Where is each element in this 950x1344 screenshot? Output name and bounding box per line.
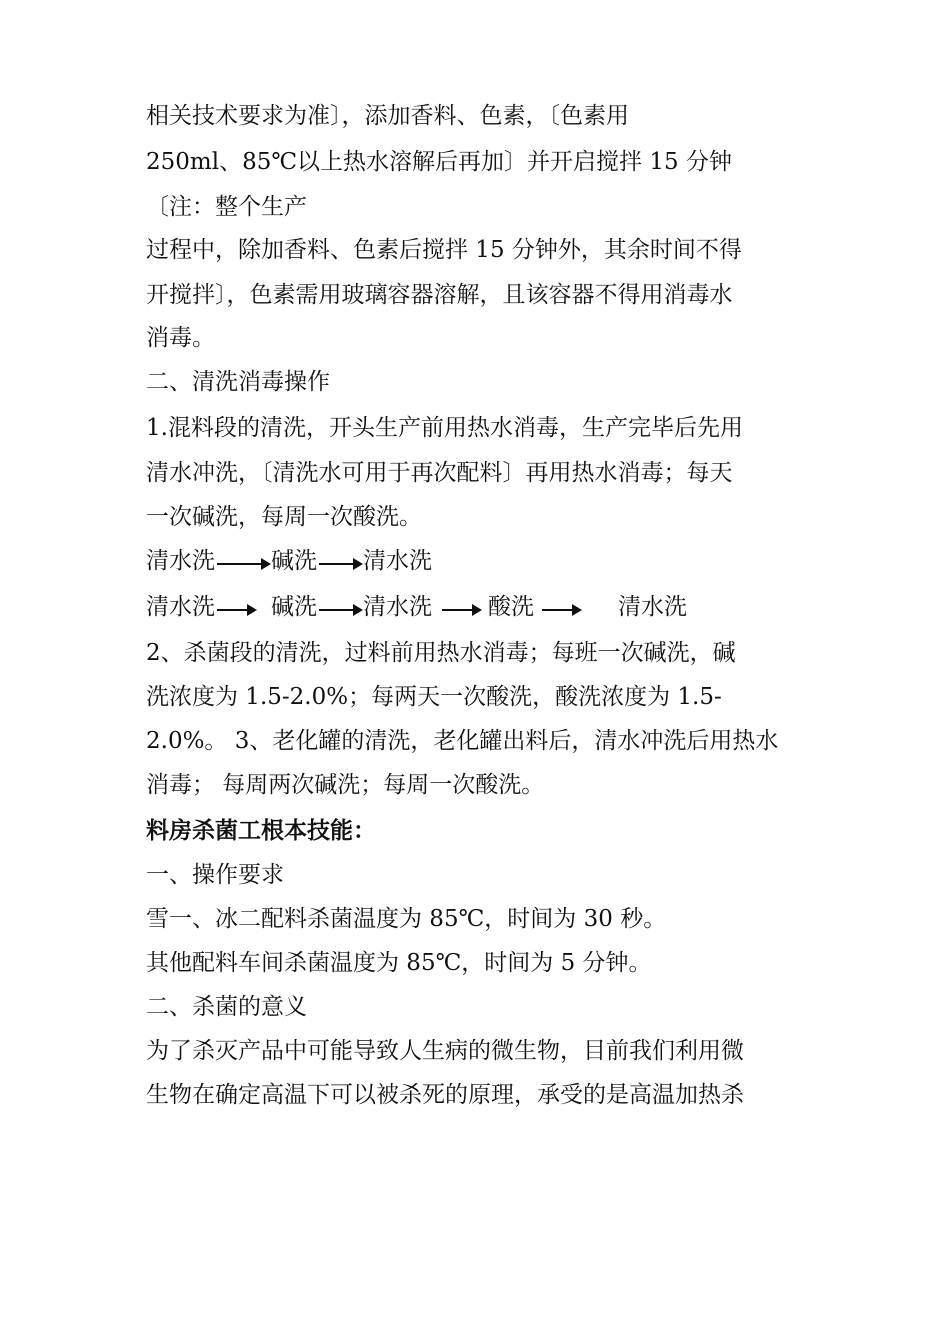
text-line: 2、杀菌段的清洗，过料前用热水消毒；每班一次碱洗，碱 bbox=[146, 640, 736, 666]
flow-step: 清水洗 bbox=[363, 594, 432, 620]
text-line: 生物在确定高温下可以被杀死的原理，承受的是高温加热杀 bbox=[146, 1082, 744, 1108]
flow-step: 清水洗 bbox=[363, 548, 432, 574]
wash-flow-alkali bbox=[146, 546, 432, 576]
flow-step: 酸洗 bbox=[488, 594, 534, 620]
text-line: 开搅拌〕，色素需用玻璃容器溶解，且该容器不得用消毒水 bbox=[146, 282, 733, 308]
text-line: 2.0%。 3、老化罐的清洗，老化罐出料后，清水冲洗后用热水 bbox=[146, 728, 779, 754]
section-heading: 二、杀菌的意义 bbox=[146, 994, 307, 1020]
section-title: 料房杀菌工根本技能： bbox=[146, 817, 376, 844]
flow-step: 清水洗 bbox=[618, 594, 687, 620]
text-line: 雪一、冰二配料杀菌温度为 85℃，时间为 30 秒。 bbox=[146, 906, 667, 932]
flow-step: 清水洗 bbox=[146, 594, 215, 620]
text-line: 过程中，除加香料、色素后搅拌 15 分钟外，其余时间不得 bbox=[146, 237, 742, 263]
text-line: 一次碱洗，每周一次酸洗。 bbox=[146, 504, 422, 530]
section-heading: 二、清洗消毒操作 bbox=[146, 369, 330, 395]
flow-step: 清水洗 bbox=[146, 548, 215, 574]
text-line: 其他配料车间杀菌温度为 85℃，时间为 5 分钟。 bbox=[146, 950, 652, 976]
text-line: 250ml、85℃以上热水溶解后再加〕并开启搅拌 15 分钟 bbox=[146, 149, 732, 175]
right-arrow-icon bbox=[542, 609, 580, 611]
text-line: 消毒； 每周两次碱洗；每周一次酸洗。 bbox=[146, 772, 545, 798]
section-heading: 一、操作要求 bbox=[146, 862, 284, 888]
right-arrow-icon bbox=[217, 563, 269, 565]
text-line: 洗浓度为 1.5-2.0%；每两天一次酸洗，酸洗浓度为 1.5- bbox=[146, 684, 722, 710]
text-line: 为了杀灭产品中可能导致人生病的微生物，目前我们利用微 bbox=[146, 1038, 744, 1064]
right-arrow-icon bbox=[319, 563, 361, 565]
wash-flow-acid bbox=[146, 592, 687, 622]
flow-step: 碱洗 bbox=[271, 548, 317, 574]
text-line: 1.混料段的清洗，开头生产前用热水消毒，生产完毕后先用 bbox=[146, 415, 743, 441]
flow-step: 碱洗 bbox=[271, 594, 317, 620]
right-arrow-icon bbox=[319, 609, 361, 611]
right-arrow-icon bbox=[217, 609, 255, 611]
text-line: 清水冲洗，〔清洗水可用于再次配料〕再用热水消毒；每天 bbox=[146, 460, 733, 486]
text-line: 〔注：整个生产 bbox=[146, 194, 307, 220]
text-line: 相关技术要求为准〕，添加香料、色素，〔色素用 bbox=[146, 103, 629, 129]
right-arrow-icon bbox=[442, 609, 480, 611]
text-line: 消毒。 bbox=[146, 325, 215, 351]
